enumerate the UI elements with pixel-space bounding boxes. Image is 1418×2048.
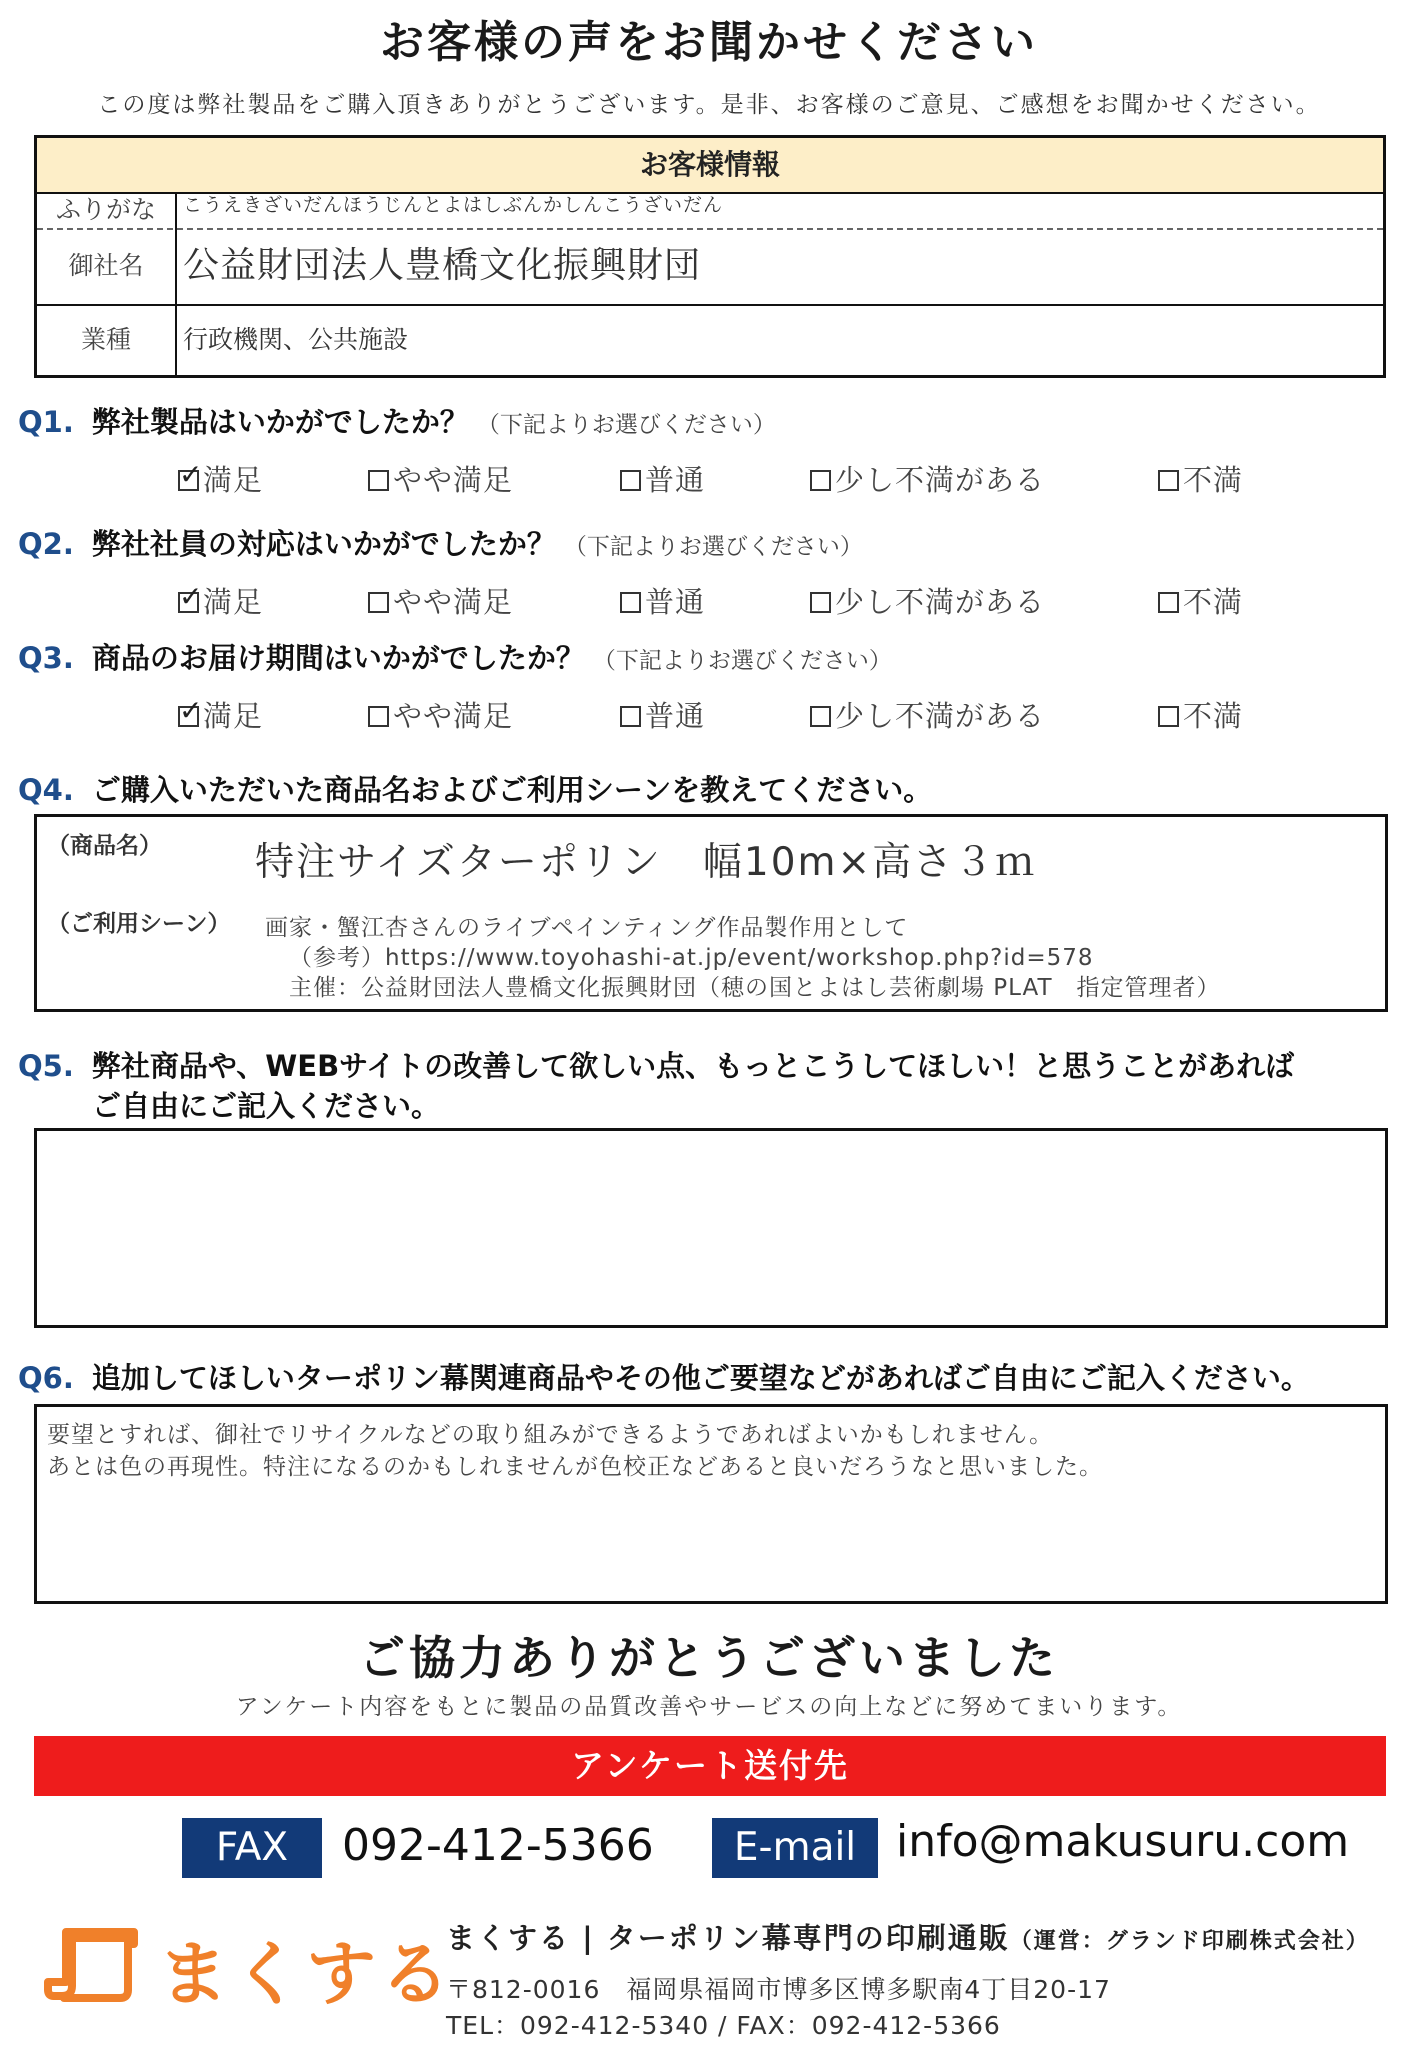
email-address[interactable]: info@makusuru.com	[896, 1816, 1350, 1867]
q2-question	[18, 522, 863, 563]
q1-option-1-label: 満足	[203, 463, 264, 497]
q1-option-4-label: 少し不満がある	[835, 463, 1046, 497]
q1-option-3[interactable]	[620, 458, 705, 499]
logo-wordmark: まくする	[158, 1933, 454, 2015]
company-field[interactable]: 公益財団法人豊橋文化振興財団	[183, 245, 702, 286]
q2-hint: （下記よりお選びください）	[563, 534, 863, 560]
fax-number[interactable]: 092-412-5366	[342, 1820, 654, 1871]
q6-question	[18, 1356, 1310, 1397]
product-label: （商品名）	[47, 833, 162, 859]
q3-option-3[interactable]	[620, 694, 705, 735]
q2-option-1[interactable]	[178, 580, 263, 621]
customer-info-table	[34, 135, 1386, 378]
q2-option-4[interactable]	[810, 580, 1045, 621]
q1-option-3-label: 普通	[645, 463, 706, 497]
q1-text: 弊社製品はいかがでしたか？	[91, 405, 469, 439]
furigana-field[interactable]: こうえきざいだんほうじんとよはしぶんかしんこうざいだん	[183, 194, 724, 216]
q5-text-line-1: 弊社商品や、WEBサイトの改善して欲しい点、もっとこうしてほしい！と思うことがあれば	[91, 1049, 1295, 1083]
q6-answer-box[interactable]	[34, 1404, 1388, 1604]
intro-text: この度は弊社製品をご購入頂きありがとうございます。是非、お客様のご意見、ご感想をお聞かせください。	[97, 92, 1321, 118]
q3-option-2-label: やや満足	[393, 699, 514, 733]
q3-option-2[interactable]	[368, 694, 513, 735]
q3-option-1-label: 満足	[203, 699, 264, 733]
q5-question	[18, 1046, 1294, 1126]
thanks-subtext: アンケート内容をもとに製品の品質改善やサービスの向上などに努めてまいります。	[235, 1694, 1183, 1720]
q3-option-3-label: 普通	[645, 699, 706, 733]
page-title: お客様の声をお聞かせください	[380, 17, 1038, 68]
q2-number: Q2.	[18, 527, 74, 561]
q2-option-2-label: やや満足	[393, 585, 514, 619]
q6-text: 追加してほしいターポリン幕関連商品やその他ご要望などがあればご自由にご記入ください。	[91, 1361, 1310, 1395]
scene-line-1: 画家・蟹江杏さんのライブペインティング作品製作用として	[265, 915, 909, 941]
q3-checkbox-2[interactable]	[368, 706, 389, 727]
q1-option-5[interactable]	[1158, 458, 1243, 499]
q2-text: 弊社社員の対応はいかがでしたか？	[91, 527, 556, 561]
q3-checkbox-1[interactable]	[178, 706, 199, 727]
q4-question	[18, 768, 932, 809]
customer-info-heading: お客様情報	[37, 138, 1383, 194]
q5-number: Q5.	[18, 1049, 74, 1083]
industry-row	[37, 304, 1383, 375]
product-name: 特注サイズターポリン 幅10m×高さ３ｍ	[255, 840, 1037, 885]
q4-text: ご購入いただいた商品名およびご利用シーンを教えてください。	[91, 773, 933, 807]
q2-option-4-label: 少し不満がある	[835, 585, 1046, 619]
q3-option-4[interactable]	[810, 694, 1045, 735]
footer-address: 〒812-0016 福岡県福岡市博多区博多駅南4丁目20-17	[446, 1975, 1111, 2004]
scroll-logo-icon	[44, 1924, 144, 2006]
q1-checkbox-4[interactable]	[810, 470, 831, 491]
company-row	[37, 228, 1383, 306]
thanks-heading: ご協力ありがとうございました	[359, 1631, 1059, 1685]
q3-option-1[interactable]	[178, 694, 263, 735]
fax-tag: FAX	[182, 1818, 322, 1878]
q2-checkbox-1[interactable]	[178, 592, 199, 613]
q5-text-line-2: ご自由にご記入ください。	[92, 1089, 441, 1123]
q2-option-5-label: 不満	[1183, 585, 1244, 619]
q3-option-5-label: 不満	[1183, 699, 1244, 733]
q1-checkbox-2[interactable]	[368, 470, 389, 491]
company-label: 御社名	[37, 228, 177, 304]
q1-option-4[interactable]	[810, 458, 1045, 499]
q3-text: 商品のお届け期間はいかがでしたか？	[91, 641, 585, 675]
footer-company	[446, 1916, 1370, 1957]
industry-field[interactable]: 行政機関、公共施設	[183, 325, 409, 354]
scene-line-3: 主催：公益財団法人豊橋文化振興財団（穂の国とよはし芸術劇場 PLAT 指定管理者）	[289, 975, 1221, 1001]
q1-option-5-label: 不満	[1183, 463, 1244, 497]
q3-hint: （下記よりお選びください）	[592, 648, 892, 674]
q3-question	[18, 636, 892, 677]
footer-company-line: まくする | ターポリン幕専門の印刷通販	[446, 1921, 1010, 1955]
q1-checkbox-5[interactable]	[1158, 470, 1179, 491]
q2-option-5[interactable]	[1158, 580, 1243, 621]
q2-option-1-label: 満足	[203, 585, 264, 619]
q1-checkbox-3[interactable]	[620, 470, 641, 491]
q6-answer-line-1: 要望とすれば、御社でリサイクルなどの取り組みができるようであればよいかもしれません。	[47, 1422, 1054, 1448]
q2-option-2[interactable]	[368, 580, 513, 621]
q6-answer-line-2: あとは色の再現性。特注になるのかもしれませんが色校正などあると良いだろうなと思いました。	[47, 1454, 1103, 1480]
furigana-label: ふりがな	[37, 192, 177, 228]
industry-label: 業種	[37, 304, 177, 375]
scene-line-2: （参考）https://www.toyohashi-at.jp/event/workshop.php?id=578	[289, 945, 1094, 971]
q3-number: Q3.	[18, 641, 74, 675]
q2-option-3-label: 普通	[645, 585, 706, 619]
email-tag: E-mail	[712, 1818, 878, 1878]
q2-checkbox-4[interactable]	[810, 592, 831, 613]
q3-option-5[interactable]	[1158, 694, 1243, 735]
q6-number: Q6.	[18, 1361, 74, 1395]
q1-checkbox-1[interactable]	[178, 470, 199, 491]
footer-operator: （運営：グランド印刷株式会社）	[1009, 1929, 1370, 1954]
q2-checkbox-3[interactable]	[620, 592, 641, 613]
q1-option-2-label: やや満足	[393, 463, 514, 497]
q5-answer-box[interactable]	[34, 1128, 1388, 1328]
q1-question	[18, 400, 776, 441]
footer-phone: TEL：092-412-5340 / FAX：092-412-5366	[446, 2011, 1001, 2040]
q1-option-1[interactable]	[178, 458, 263, 499]
q1-option-2[interactable]	[368, 458, 513, 499]
scene-label: （ご利用シーン）	[47, 911, 231, 937]
q3-option-4-label: 少し不満がある	[835, 699, 1046, 733]
q2-checkbox-5[interactable]	[1158, 592, 1179, 613]
q2-checkbox-2[interactable]	[368, 592, 389, 613]
furigana-row	[37, 192, 1383, 230]
send-to-bar: アンケート送付先	[34, 1736, 1386, 1796]
q3-checkbox-5[interactable]	[1158, 706, 1179, 727]
q1-hint: （下記よりお選びください）	[476, 412, 776, 438]
q3-checkbox-4[interactable]	[810, 706, 831, 727]
q1-number: Q1.	[18, 405, 74, 439]
q4-number: Q4.	[18, 773, 74, 807]
q4-answer-box[interactable]	[34, 814, 1388, 1012]
q2-option-3[interactable]	[620, 580, 705, 621]
q3-checkbox-3[interactable]	[620, 706, 641, 727]
